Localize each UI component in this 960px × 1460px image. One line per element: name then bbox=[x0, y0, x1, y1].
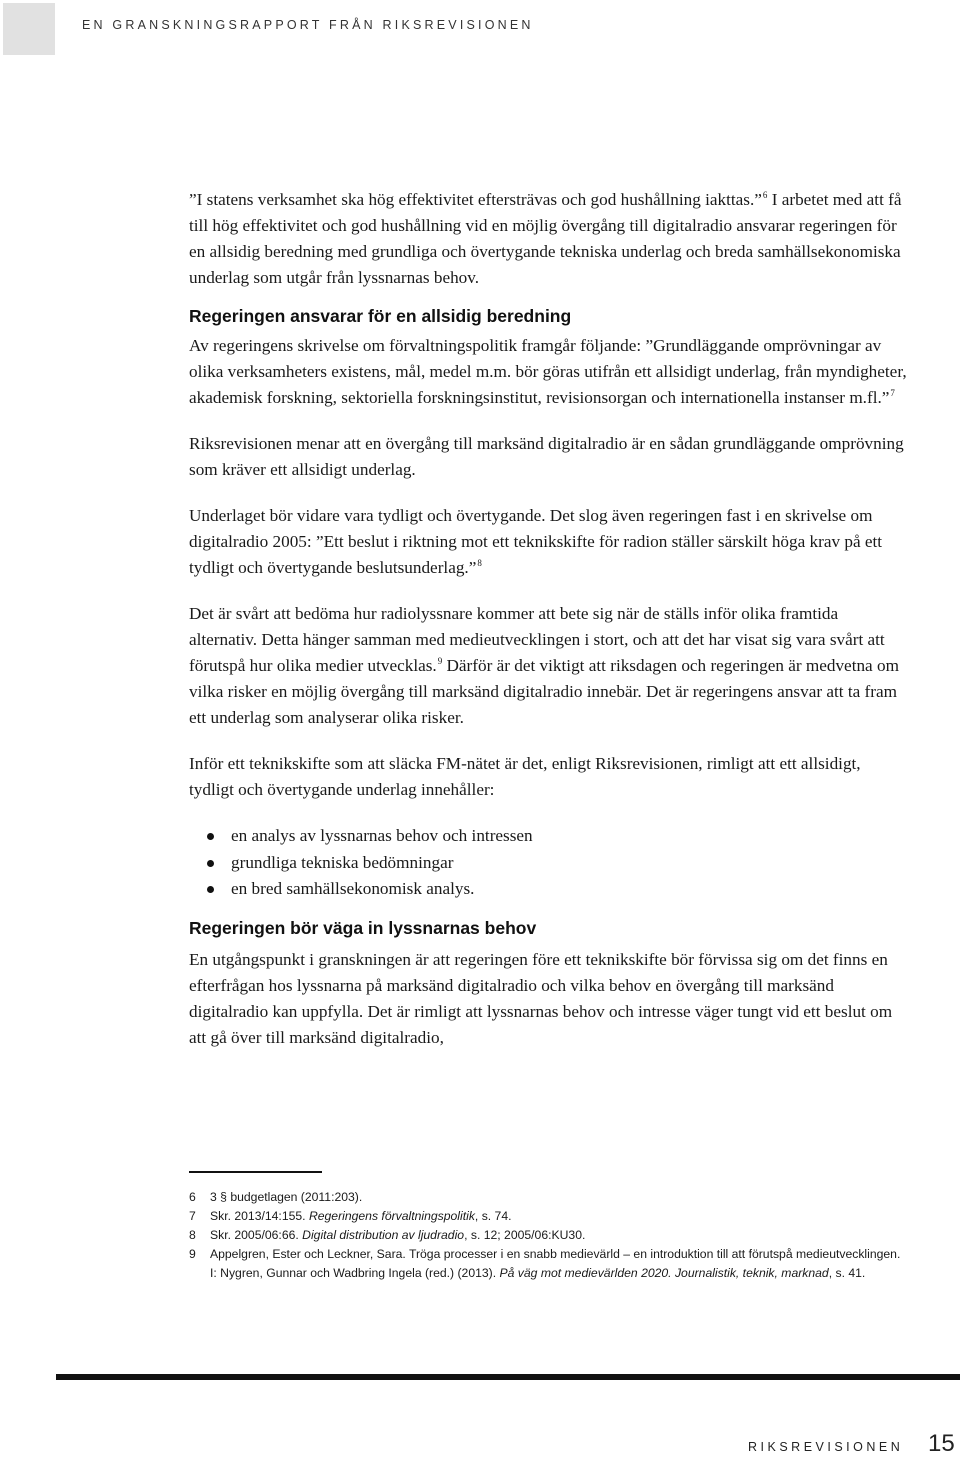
footnote-ref: 6 bbox=[762, 190, 768, 201]
footnote-number: 9 bbox=[189, 1247, 196, 1261]
section-heading: Regeringen bör väga in lyssnarnas behov bbox=[189, 917, 537, 938]
corner-marker bbox=[3, 3, 55, 55]
list-item-text: en analys av lyssnarnas behov och intressen bbox=[231, 826, 533, 845]
paragraph-text: Av regeringens skrivelse om förvaltningspolitik framgår följande: ”Grundläggande omprövningar av olika verksamheters existens, mål, medel m.m. bör göras utifrån ett allsidigt underlag, från myndigheter, akademisk forskning, sektoriella forskningsinstitut, revisionsorgan och internationella instanser m.fl.” bbox=[189, 336, 907, 407]
footnote-text bbox=[210, 1207, 909, 1226]
list-item-text: en bred samhällsekonomisk analys. bbox=[231, 879, 475, 898]
paragraph-text: Det är svårt att bedöma hur radiolyssnare kommer att bete sig när de ställs inför olika framtida alternativ. Detta hänger samman med medieutvecklingen i stort, och att det har visat sig vara svårt att förutspå hur olika medier utvecklas. bbox=[189, 604, 885, 675]
footnote-text bbox=[210, 1245, 909, 1283]
paragraph bbox=[189, 601, 909, 731]
footnote-text-part: Skr. 2005/06:66. bbox=[210, 1228, 303, 1242]
paragraph bbox=[189, 503, 909, 581]
footnote-text-part: , s. 74. bbox=[474, 1209, 512, 1223]
paragraph: En utgångspunkt i granskningen är att regeringen före ett teknikskifte bör förvissa sig om det finns en efterfrågan hos lyssnarna på marksänd digitalradio och vilka behov en övergång till marksänd digitalradio kan uppfylla. Det är rimligt att lyssnarnas behov och intresse väger tungt vid ett beslut om att gå över till marksänd digitalradio, bbox=[189, 949, 893, 1047]
paragraph bbox=[189, 333, 909, 411]
footnote-ref: 9 bbox=[437, 656, 443, 667]
footnote-text-part: , s. 12; 2005/06:KU30. bbox=[464, 1228, 586, 1242]
footnotes bbox=[189, 1188, 909, 1283]
paragraph-text: I arbetet med att få till hög effektivitet och god hushållning vid en möjlig övergång till digitalradio ansvarar regeringen för en allsidig beredning med grundliga och övertygande tekniska underlag och breda samhällsekonomiska underlag som utgår från lyssnarnas behov. bbox=[189, 190, 902, 287]
footnote-number: 8 bbox=[189, 1228, 196, 1242]
footnote-text bbox=[210, 1226, 909, 1245]
footnote-title: Digital distribution av ljudradio bbox=[302, 1228, 465, 1242]
list-item bbox=[189, 823, 909, 850]
list-item bbox=[189, 876, 909, 903]
footnote-divider bbox=[189, 1171, 322, 1173]
footnote-number: 6 bbox=[189, 1190, 196, 1204]
footer-label: RIKSREVISIONEN bbox=[748, 1440, 904, 1454]
list-item bbox=[189, 850, 909, 877]
footnote bbox=[189, 1188, 909, 1207]
footnote-text-part: Appelgren, Ester och Leckner, Sara. Tröga processer i en snabb medievärld – en introduktion till att förutspå medieutvecklingen. I: Nygren, Gunnar och Wadbring Ingela (red.) (2013). bbox=[210, 1247, 901, 1280]
paragraph: Inför ett teknikskifte som att släcka FM-nätet är det, enligt Riksrevisionen, rimligt att ett allsidigt, tydligt och övertygande underlag innehåller: bbox=[189, 754, 861, 799]
footnote bbox=[189, 1207, 909, 1226]
main-content bbox=[189, 187, 909, 1071]
footnote-title: Regeringens förvaltningspolitik bbox=[308, 1209, 475, 1223]
bullet-list bbox=[189, 823, 909, 903]
footer-rule bbox=[56, 1374, 960, 1380]
list-item-text: grundliga tekniska bedömningar bbox=[231, 852, 454, 872]
footnote-ref: 7 bbox=[890, 388, 895, 399]
page-number: 15 bbox=[928, 1430, 955, 1457]
paragraph-quote-intro bbox=[189, 187, 909, 291]
footnote-ref: 8 bbox=[477, 558, 482, 569]
bullet-icon bbox=[207, 860, 214, 867]
paragraph-text: Därför är det viktigt att riksdagen och regeringen är medvetna om vilka risker en möjlig övergång till marksänd digitalradio innebär. Det är regeringens ansvar att ta fram ett underlag som analyserar olika risker. bbox=[189, 656, 899, 727]
bullet-icon bbox=[207, 833, 214, 840]
paragraph-text: Underlaget bör vidare vara tydligt och övertygande. Det slog även regeringen fast i en skrivelse om digitalradio 2005: ”Ett beslut i riktning mot ett teknikskifte för radion ställer särskilt höga krav på ett tydligt och övertygande beslutsunderlag.” bbox=[189, 506, 883, 577]
footnote-text-part: Skr. 2013/14:155. bbox=[210, 1209, 309, 1223]
section-heading: Regeringen ansvarar för en allsidig beredning bbox=[189, 306, 572, 326]
running-header: EN GRANSKNINGSRAPPORT FRÅN RIKSREVISIONEN bbox=[82, 18, 534, 32]
bullet-icon bbox=[207, 886, 214, 893]
footnote bbox=[189, 1226, 909, 1245]
footnote-title: På väg mot medievärlden 2020. Journalistik, teknik, marknad bbox=[499, 1266, 829, 1280]
quote-text: ”I statens verksamhet ska hög effektivitet eftersträvas och god hushållning iakttas.” bbox=[189, 190, 762, 209]
footnote-number: 7 bbox=[189, 1209, 196, 1223]
footnote bbox=[189, 1245, 909, 1283]
footnote-text-part: , s. 41. bbox=[828, 1266, 866, 1280]
footnote-text: 3 § budgetlagen (2011:203). bbox=[210, 1190, 363, 1204]
paragraph: Riksrevisionen menar att en övergång till marksänd digitalradio är en sådan grundläggande omprövning som kräver ett allsidigt underlag. bbox=[189, 434, 904, 479]
